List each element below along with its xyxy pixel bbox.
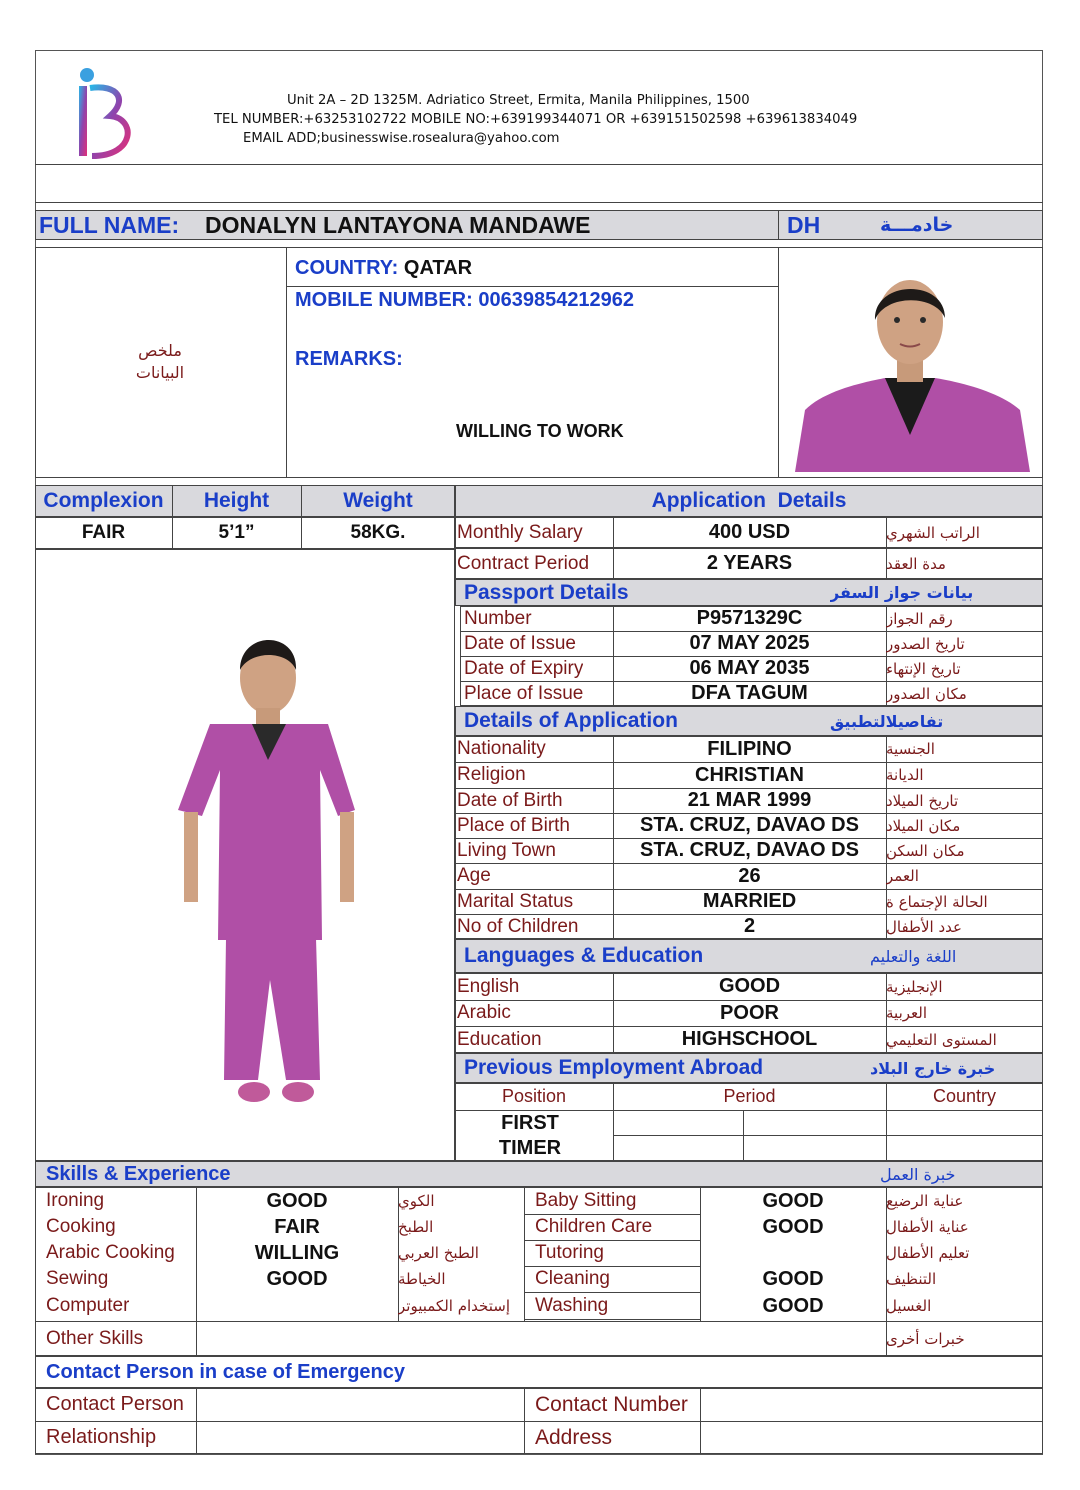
education-label: Education xyxy=(457,1028,542,1050)
complexion-value: FAIR xyxy=(81,522,126,543)
skill-cleaning-value: GOOD xyxy=(762,1267,824,1290)
age-label: Age xyxy=(457,865,491,886)
address-line: Unit 2A – 2D 1325M. Adriatico Street, Ermita, Manila Philippines, 1500 xyxy=(287,93,750,108)
skill-arabic-cooking-arabic: الطبخ العربي xyxy=(398,1244,479,1262)
living-town-value: STA. CRUZ, DAVAO DS xyxy=(640,839,859,861)
religion-value: CHRISTIAN xyxy=(695,763,804,786)
languages-title-arabic: اللغة والتعليم xyxy=(870,946,957,966)
english-value: GOOD xyxy=(718,975,781,997)
skill-computer-value xyxy=(196,1292,398,1320)
children-label: No of Children xyxy=(457,915,579,937)
issue-date-arabic: تاريخ الصدور xyxy=(886,634,965,653)
skill-cleaning-label: Cleaning xyxy=(535,1268,610,1289)
issue-place-label: Place of Issue xyxy=(464,682,584,704)
address-label: Address xyxy=(535,1425,613,1449)
full-body-photo xyxy=(170,620,375,1112)
nationality-label: Nationality xyxy=(457,738,546,759)
skill-washing-value: GOOD xyxy=(762,1294,824,1317)
contract-period-arabic: مدة العقد xyxy=(886,554,946,573)
other-skills-arabic: خبرات أخرى xyxy=(886,1329,965,1348)
country-label: COUNTRY: xyxy=(295,256,399,279)
skill-washing-label: Washing xyxy=(535,1295,609,1316)
passport-number-label: Number xyxy=(464,607,532,629)
skill-children-care-value: GOOD xyxy=(762,1215,824,1238)
skill-baby-sitting-arabic: عناية الرضيع xyxy=(886,1192,964,1210)
details-title-arabic: تفاصيلالتطبيق xyxy=(830,711,944,731)
skill-tutoring-value xyxy=(700,1240,886,1266)
age-arabic: العمر xyxy=(886,867,919,885)
expiry-date-arabic: تاريخ الإنتهاء xyxy=(886,659,961,678)
skills-title: Skills & Experience xyxy=(46,1162,231,1185)
other-skills-label: Other Skills xyxy=(46,1327,144,1349)
marital-status-arabic: الحالة الإجتماع ة xyxy=(886,892,988,911)
issue-date-label: Date of Issue xyxy=(464,632,576,654)
mobile-label: MOBILE NUMBER: xyxy=(295,288,473,311)
passport-number-arabic: رقم الجواز xyxy=(886,609,953,628)
skill-cooking-value: FAIR xyxy=(274,1215,320,1238)
english-label: English xyxy=(457,975,520,997)
arabic-label: Arabic xyxy=(457,1002,511,1023)
monthly-salary-value: 400 USD xyxy=(708,521,791,543)
passport-number-value: P9571329C xyxy=(696,607,803,629)
birth-date-arabic: تاريخ الميلاد xyxy=(886,791,959,810)
birth-place-label: Place of Birth xyxy=(457,814,570,836)
skill-sewing-arabic: الخياطة xyxy=(398,1270,446,1288)
religion-arabic: الديانة xyxy=(886,766,924,784)
english-arabic: الإنجليزية xyxy=(886,977,943,996)
skill-arabic-cooking-value: WILLING xyxy=(254,1241,340,1264)
remarks-label: REMARKS: xyxy=(295,347,403,370)
contract-period-label: Contract Period xyxy=(457,552,590,574)
period-header: Period xyxy=(723,1086,776,1106)
summary-ar-line2: البيانات xyxy=(135,363,185,382)
email-line: EMAIL ADD;businesswise.rosealura@yahoo.com xyxy=(243,131,560,146)
skill-sewing-label: Sewing xyxy=(46,1268,109,1289)
nationality-arabic: الجنسية xyxy=(886,740,935,758)
birth-date-label: Date of Birth xyxy=(457,789,563,811)
summary-ar-line1: ملخص xyxy=(138,341,182,360)
company-address xyxy=(190,91,890,148)
birth-place-arabic: مكان الميلاد xyxy=(886,816,961,835)
company-logo xyxy=(70,64,140,164)
full-name-label: FULL NAME: xyxy=(39,211,180,238)
relationship-label: Relationship xyxy=(46,1426,157,1448)
skill-tutoring-arabic: تعليم الأطفال xyxy=(886,1244,970,1262)
living-town-arabic: مكان السكن xyxy=(886,841,965,860)
monthly-salary-arabic: الراتب الشهري xyxy=(886,523,980,542)
marital-status-label: Marital Status xyxy=(457,890,574,912)
marital-status-value: MARRIED xyxy=(702,890,797,912)
skill-ironing-label: Ironing xyxy=(46,1190,105,1211)
skill-children-care-label: Children Care xyxy=(535,1216,653,1237)
remarks-value: WILLING TO WORK xyxy=(456,420,624,441)
complexion-header: Complexion xyxy=(43,489,164,512)
position-header: Position xyxy=(501,1086,567,1106)
skill-ironing-arabic: الكوي xyxy=(398,1192,435,1210)
contact-person-label: Contact Person xyxy=(46,1393,184,1415)
employment-title: Previous Employment Abroad xyxy=(464,1056,764,1079)
country-value: QATAR xyxy=(403,256,473,279)
nationality-value: FILIPINO xyxy=(707,737,792,760)
skills-title-arabic: خبرة العمل xyxy=(880,1164,956,1184)
mobile-value: 00639854212962 xyxy=(478,288,635,311)
passport-title-arabic: بيانات جواز السفر xyxy=(830,583,974,602)
skill-cooking-label: Cooking xyxy=(46,1216,116,1237)
monthly-salary-label: Monthly Salary xyxy=(457,521,583,543)
height-value: 5’1” xyxy=(218,522,255,543)
skill-baby-sitting-label: Baby Sitting xyxy=(535,1190,637,1211)
height-header: Height xyxy=(203,489,270,512)
skill-cleaning-arabic: التنظيف xyxy=(886,1270,937,1288)
employment-title-arabic: خبرة خارج البلاد xyxy=(870,1058,996,1078)
birth-place-value: STA. CRUZ, DAVAO DS xyxy=(640,814,859,836)
expiry-date-label: Date of Expiry xyxy=(464,657,584,679)
position-value-line1: FIRST xyxy=(501,1111,559,1134)
skill-washing-arabic: الغسيل xyxy=(886,1297,932,1315)
skill-computer-arabic: إستخدام الكمبيوتر xyxy=(398,1297,510,1315)
issue-place-arabic: مكان الصدور xyxy=(886,684,967,703)
issue-date-value: 07 MAY 2025 xyxy=(689,632,810,654)
children-arabic: عدد الأطفال xyxy=(886,917,962,936)
education-value: HIGHSCHOOL xyxy=(681,1028,818,1050)
religion-label: Religion xyxy=(457,764,526,785)
country-row xyxy=(295,253,472,283)
arabic-arabic: العربية xyxy=(886,1004,927,1022)
weight-value: 58KG. xyxy=(350,522,406,543)
skill-tutoring-label: Tutoring xyxy=(535,1242,604,1263)
country-header: Country xyxy=(932,1086,997,1106)
position-arabic: خادمـــة xyxy=(880,214,954,236)
skill-arabic-cooking-label: Arabic Cooking xyxy=(46,1242,175,1263)
skill-computer-label: Computer xyxy=(46,1295,130,1316)
issue-place-value: DFA TAGUM xyxy=(691,682,808,704)
arabic-value: POOR xyxy=(720,1001,779,1024)
skill-baby-sitting-value: GOOD xyxy=(762,1189,824,1212)
position-value-line2: TIMER xyxy=(498,1136,562,1159)
birth-date-value: 21 MAR 1999 xyxy=(687,789,812,811)
position-code: DH xyxy=(787,211,821,238)
expiry-date-value: 06 MAY 2035 xyxy=(689,657,810,679)
mobile-row xyxy=(295,285,634,315)
contact-number-label: Contact Number xyxy=(535,1392,688,1416)
phone-line: TEL NUMBER:+63253102722 MOBILE NO:+639199344071 OR +639151502598 +639613834049 xyxy=(214,112,858,127)
skill-children-care-arabic: عناية الأطفال xyxy=(886,1218,969,1236)
languages-title: Languages & Education xyxy=(464,944,704,967)
full-name-value: DONALYN LANTAYONA MANDAWE xyxy=(205,211,591,238)
living-town-label: Living Town xyxy=(457,839,556,861)
skill-sewing-value: GOOD xyxy=(266,1267,328,1290)
details-title: Details of Application xyxy=(464,709,678,732)
age-value: 26 xyxy=(738,864,761,887)
skill-ironing-value: GOOD xyxy=(266,1189,328,1212)
application-title: Application Details xyxy=(651,489,847,512)
contract-period-value: 2 YEARS xyxy=(706,552,793,574)
weight-header: Weight xyxy=(343,489,413,512)
education-arabic: المستوى التعليمي xyxy=(886,1030,997,1049)
headshot-photo xyxy=(785,260,1035,472)
summary-label-arabic xyxy=(100,340,220,384)
children-value: 2 xyxy=(743,915,756,937)
emergency-title: Contact Person in case of Emergency xyxy=(46,1360,406,1383)
passport-title: Passport Details xyxy=(464,580,629,604)
skill-cooking-arabic: الطبخ xyxy=(398,1218,434,1236)
